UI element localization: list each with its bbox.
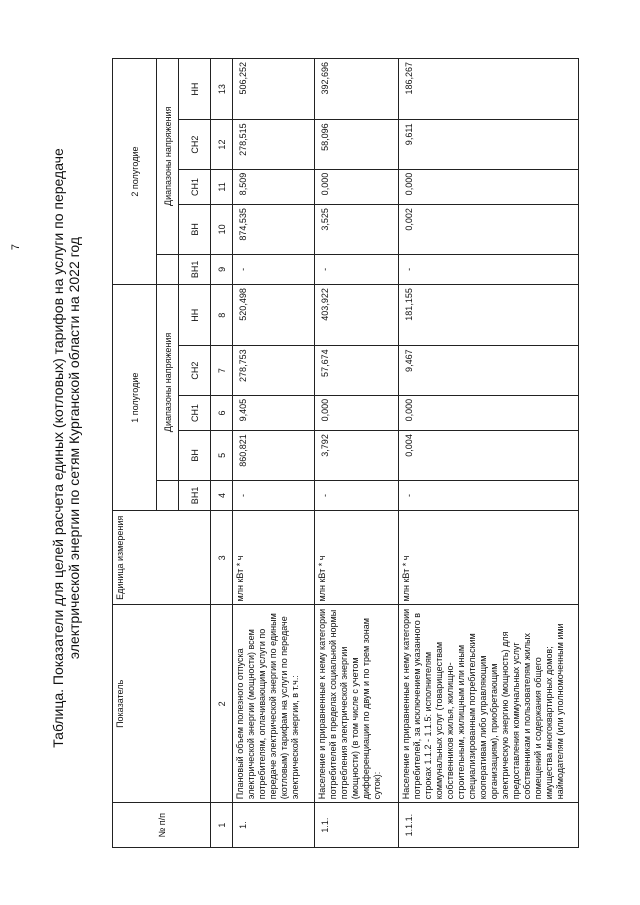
level-h1-4: НН [179,285,211,346]
cell-value: 8,509 [233,169,315,204]
level-h2-3: СН2 [179,120,211,169]
col-number: 5 [211,431,233,480]
header-half-2: 2 полугодие [113,59,157,285]
table-row [233,59,315,848]
table-row [315,59,399,848]
cell-value: - [399,254,579,285]
header-no: № п/п [113,803,211,848]
col-number: 2 [211,605,233,803]
cell-value: 874,535 [233,205,315,254]
col-number: 12 [211,120,233,169]
cell-value: 9,611 [399,120,579,169]
title-line-2: электрической энергии по сетям Курганской области на 2022 год [66,236,82,660]
row-unit: млн кВт * ч [315,511,399,605]
row-indicator: Население и приравненные к нему категории потребителей, за исключением указанного в строках 1.1.2 - 1.1.5: исполнителям коммунальных услуг (товариществам собственников жилья, жилищно-строительным, жилищным или иным специализированным потребительским кооперативам либо управляющим организациям), приобретающим электрическую энергию (мощность) для предоставления коммунальных услуг собственникам и пользователям жилых помещений и содержания общего имущества многоквартирных домов; наймодателям (или уполномоченным ими [399,605,579,803]
col-number: 7 [211,346,233,395]
level-h2-1: ВН [179,205,211,254]
cell-value: 278,515 [233,120,315,169]
level-h1-1: ВН [179,431,211,480]
column-number-row [211,59,233,848]
cell-value: - [233,480,315,511]
tariff-table [112,58,579,848]
level-h1-3: СН2 [179,346,211,395]
row-indicator: Плановый объем полезного отпуска электрической энергии (мощности) всем потребителям, оплачивающим услуги по передаче электрической энергии по единым (котловым) тарифам на услуги по передаче электрической энергии, в т.ч.: [233,605,315,803]
col-number: 10 [211,205,233,254]
page-number: 7 [10,243,22,251]
row-no: 1.1. [315,803,399,848]
cell-value: 0,004 [399,431,579,480]
row-indicator: Население и приравненные к нему категории потребителей в пределах социальной нормы потребления электрической энергии (мощности) (в том числе с учетом дифференциации по двум и по трем зонам суток): [315,605,399,803]
cell-value: 0,000 [315,395,399,430]
level-h2-0: ВН1 [179,254,211,285]
cell-value: - [315,254,399,285]
cell-value: 57,674 [315,346,399,395]
level-h2-4: НН [179,59,211,120]
cell-value: 403,922 [315,285,399,346]
col-number: 4 [211,480,233,511]
cell-value: 186,267 [399,59,579,120]
cell-value: 58,096 [315,120,399,169]
level-h1-2: СН1 [179,395,211,430]
col-number: 11 [211,169,233,204]
cell-value: 0,000 [399,395,579,430]
cell-value: 392,696 [315,59,399,120]
header-row-1 [113,59,157,848]
cell-value: - [399,480,579,511]
row-no: 1. [233,803,315,848]
rotated-sheet [10,48,570,848]
col-number: 3 [211,511,233,605]
header-unit: Единица измерения [113,511,211,605]
col-number: 6 [211,395,233,430]
col-number: 13 [211,59,233,120]
cell-value: 3,525 [315,205,399,254]
level-h2-2: СН1 [179,169,211,204]
cell-value: 9,405 [233,395,315,430]
cell-value: 0,000 [315,169,399,204]
col-number: 8 [211,285,233,346]
header-indicator: Показатель [113,605,211,803]
header-half-1: 1 полугодие [113,285,157,511]
cell-value: - [233,254,315,285]
table-row [399,59,579,848]
row-no: 1.1.1. [399,803,579,848]
row-unit: млн кВт * ч [399,511,579,605]
header-voltage-2: Диапазоны напряжения [157,59,179,255]
cell-value: 0,002 [399,205,579,254]
col-number: 9 [211,254,233,285]
cell-value: 0,000 [399,169,579,204]
row-unit: млн кВт * ч [233,511,315,605]
header-voltage-1: Диапазоны напряжения [157,285,179,480]
cell-value: 506,252 [233,59,315,120]
cell-value: 278,753 [233,346,315,395]
level-h1-0: ВН1 [179,480,211,511]
title-line-1: Таблица. Показатели для целей расчета единых (котловых) тарифов на услуги по передаче [50,148,66,748]
col-number: 1 [211,803,233,848]
cell-value: - [315,480,399,511]
table-title [50,48,82,848]
cell-value: 9,467 [399,346,579,395]
cell-value: 860,821 [233,431,315,480]
cell-value: 3,792 [315,431,399,480]
cell-value: 520,498 [233,285,315,346]
cell-value: 181,155 [399,285,579,346]
